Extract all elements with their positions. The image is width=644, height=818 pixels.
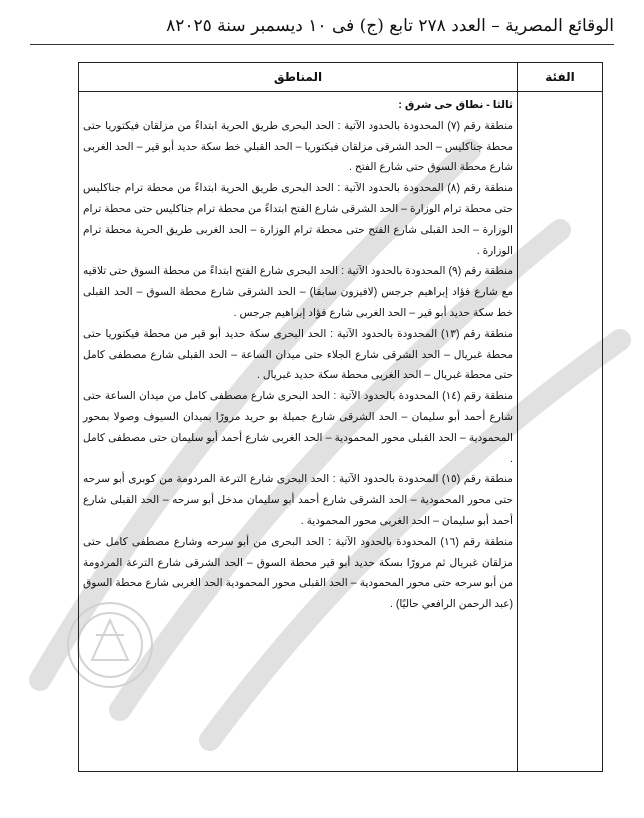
section-title: ثالثا - نطاق حى شرق : xyxy=(398,99,513,111)
zones-table xyxy=(78,62,603,772)
table-row xyxy=(79,92,603,772)
areas-column-header: المناطق xyxy=(79,63,518,92)
category-cell xyxy=(518,92,603,772)
zone-paragraph-14: منطقة رقم (١٤) المحدودة بالحدود الآتية : الحد البحرى شارع مصطفى كامل من ميدان الساعة حتى شارع أحمد أبو سليمان – الحد الشرقى شارع جميلة بو حريد مرورًا بميدان السيوف وصولا بمحور المحمودية – الحد القبلى محور المحمودية – الحد الغربى شارع أحمد أبو سليمان حتى مصطفى كامل . xyxy=(83,390,513,465)
gazette-title: الوقائع المصرية – العدد ٢٧٨ تابع (ج) فى ١٠ ديسمبر سنة ٢٠٢٥ xyxy=(175,16,614,36)
page-header xyxy=(30,14,614,38)
table-header-row xyxy=(79,63,603,92)
zone-paragraph-13: منطقة رقم (١٣) المحدودة بالحدود الآتية : الحد البحرى سكة حديد أبو قير من محطة فيكتوريا حتى محطة غبريال – الحد الشرقى شارع الجلاء حتى ميدان الساعة – الحد القبلى شارع مصطفى كامل حتى محطة غبريال – الحد الغربى محطة سكة حديد غبريال . xyxy=(83,327,513,382)
areas-cell xyxy=(79,92,518,772)
header-divider xyxy=(30,44,614,45)
zone-paragraph-7: منطقة رقم (٧) المحدودة بالحدود الآتية : الحد البحرى طريق الحرية ابتداءً من مزلقان فيكتوريا حتى محطة جناكليس – الحد الشرقى مزلقان فيكتوريا – الحد القبلي خط سكة حديد أبو قير – الحد الغربى شارع محطة السوق حتى شارع الفتح . xyxy=(83,119,513,174)
zone-paragraph-9: منطقة رقم (٩) المحدودة بالحدود الآتية : الحد البحرى شارع الفتح ابتداءً من محطة السوق حتى تلاقيه مع شارع فؤاد إبراهيم جرجس (لافيزون سابقا) – الحد الشرقى شارع محطة السوق – الحد القبلى خط سكة حديد أبو قير – الحد الغربى شارع فؤاد إبراهيم جرجس . xyxy=(83,265,513,319)
zone-paragraph-8: منطقة رقم (٨) المحدودة بالحدود الآتية : الحد البحرى طريق الحرية ابتداءً من محطة ترام جناكليس حتى محطة ترام الوزارة – الحد الشرقى شارع الفتح ابتداءً من محطة ترام جناكليس حتى محطة ترام الوزارة – الحد القبلى شارع الفتح حتى محطة ترام الوزارة – الحد الغربى طريق الحرية محطة ترام الوزارة . xyxy=(83,182,513,257)
page-number: ٨ xyxy=(166,16,176,36)
zone-paragraph-16: منطقة رقم (١٦) المحدودة بالحدود الآتية : الحد البحرى من أبو سرحه وشارع مصطفى كامل حتى مزلقان غبريال ثم مرورًا بسكة حديد أبو قير محطة السوق – الحد الشرقى شارع الترعة المردومة من أبو سرحه حتى محور المحمودية – الحد القبلى محور المحمودية الحد الغربى شارع محطة السوق (عبد الرحمن الرافعي حاليًا) . xyxy=(83,535,513,611)
zone-paragraph-15: منطقة رقم (١٥) المحدودة بالحدود الآتية : الحد البحرى شارع الترعة المردومة من كوبرى أبو سرحه حتى محور المحمودية – الحد الشرقى شارع أحمد أبو سليمان مدخل أبو سرحه – الحد القبلى شارع أحمد أبو سليمان – الحد الغربى محور المحمودية . xyxy=(83,473,513,527)
category-column-header: الفئة xyxy=(518,63,603,92)
